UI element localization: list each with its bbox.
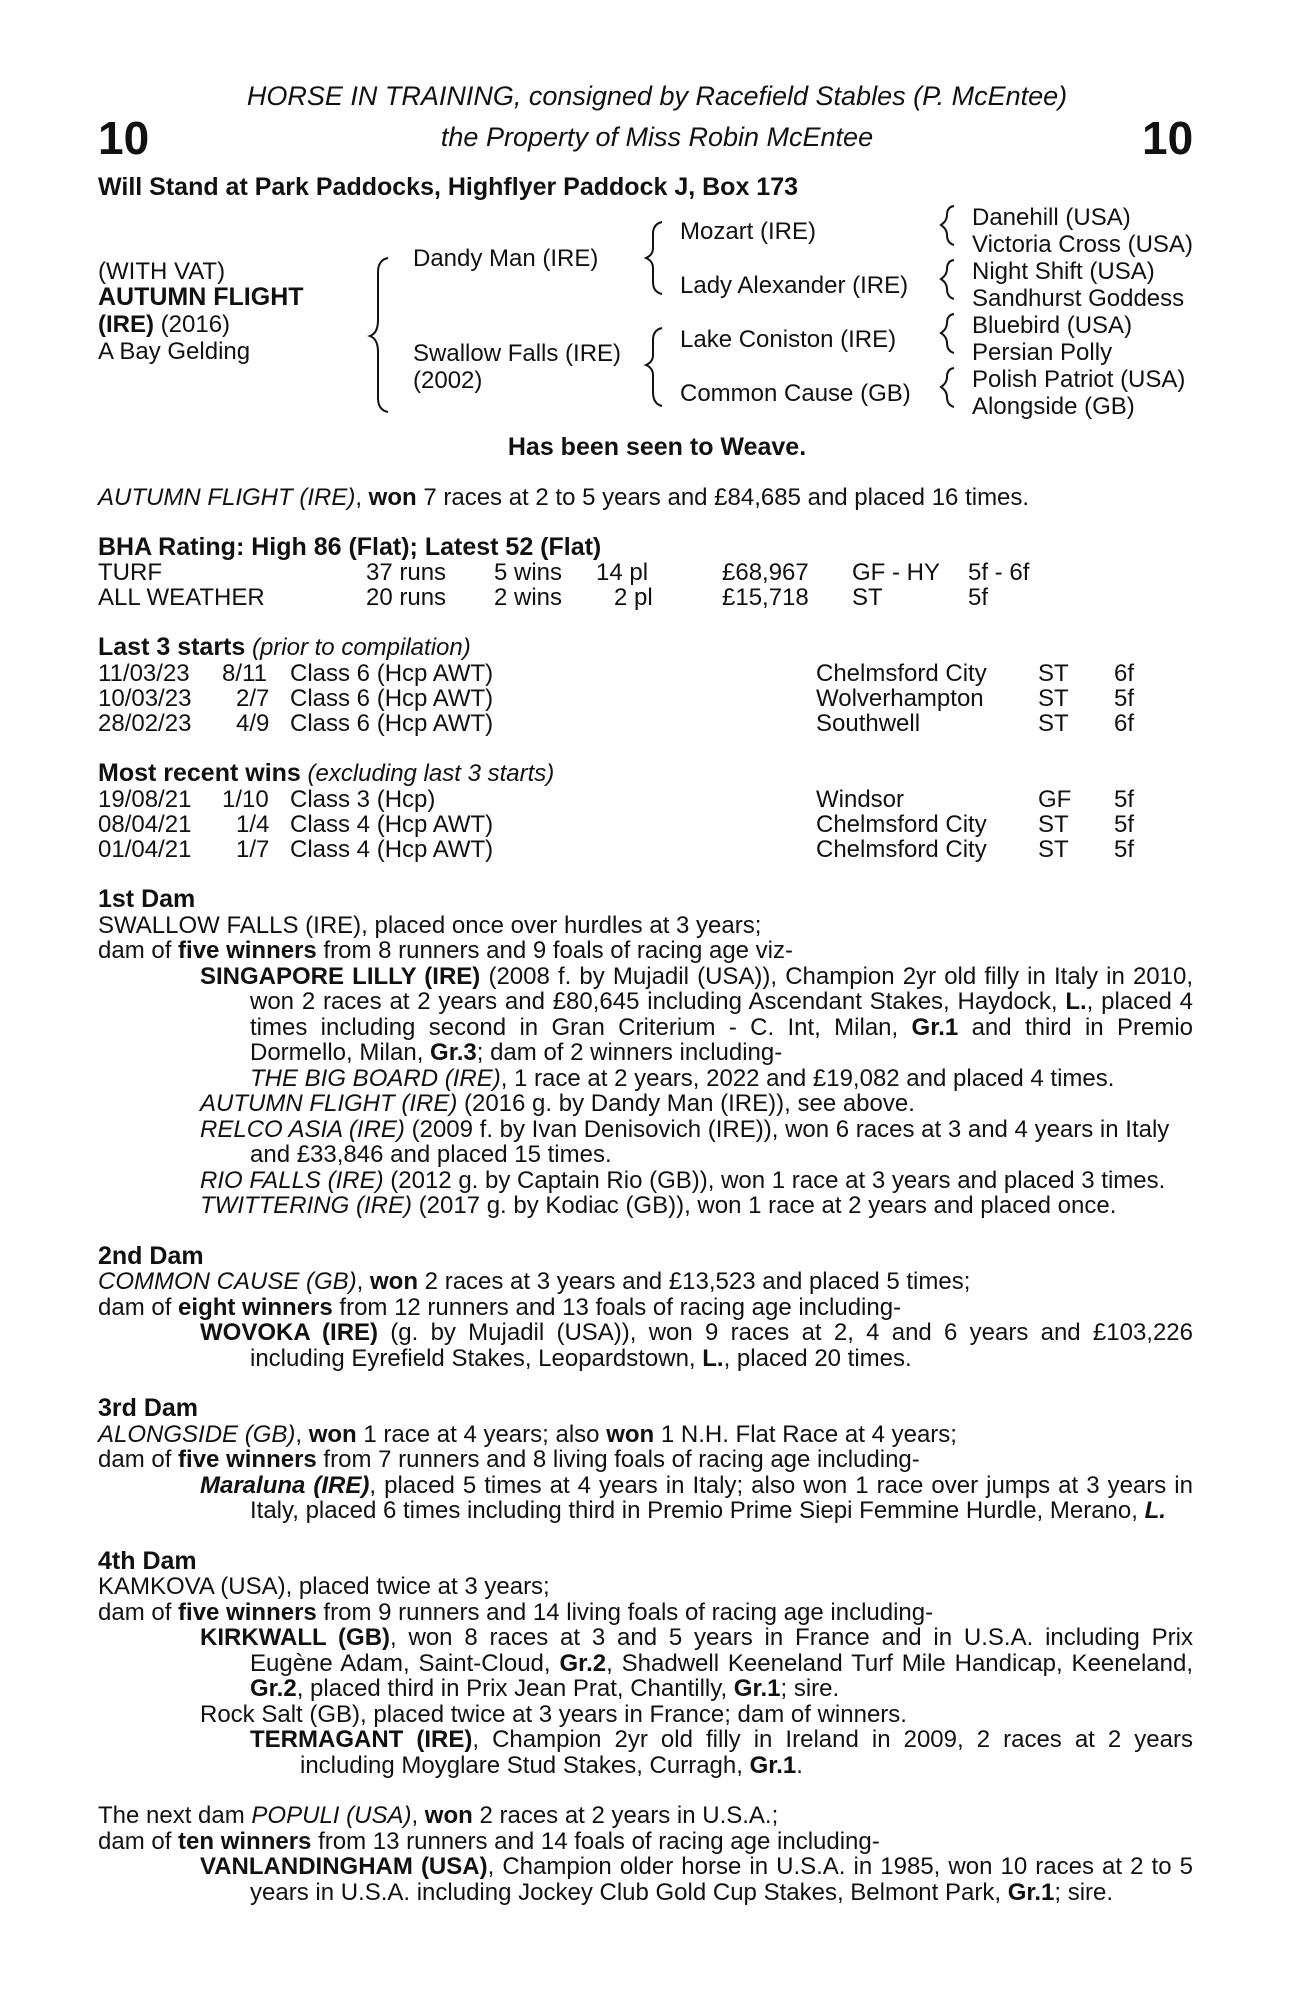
dam5-progeny-1: VANLANDINGHAM (USA), Champion older horse in U.S.A. in 1985, won 10 races at 2 to 5 years in U.S.A. including Jockey Club Gold Cup Stakes, Belmont Park, Gr.1; sire. <box>200 1853 1193 1906</box>
vat-label: (WITH VAT) <box>98 258 226 285</box>
summary-won: won <box>368 484 417 511</box>
win-position: 1/10 <box>222 786 269 813</box>
pedigree-sss: Danehill (USA) <box>972 204 1131 231</box>
pedigree-dam-sire: Lake Coniston (IRE) <box>680 326 897 353</box>
win-going: GF <box>1038 786 1072 813</box>
progeny-name: TERMAGANT (IRE) <box>250 1726 473 1753</box>
start-distance: 6f <box>1114 660 1135 687</box>
start-date: 10/03/23 <box>98 685 192 712</box>
win-going: ST <box>1038 811 1069 838</box>
horse-country: (IRE) <box>98 311 154 338</box>
brace-gen2-dam <box>646 328 662 406</box>
progeny-name: TWITTERING (IRE) <box>200 1192 412 1219</box>
progeny-name: KIRKWALL (GB) <box>200 1624 391 1651</box>
win-date: 08/04/21 <box>98 811 192 838</box>
temperament-note: Has been seen to Weave. <box>507 433 807 461</box>
pedigree-sire: Dandy Man (IRE) <box>413 245 599 272</box>
horse-name: AUTUMN FLIGHT <box>98 283 304 311</box>
consignor-line: HORSE IN TRAINING, consigned by Racefield Stables (P. McEntee) <box>246 81 1068 111</box>
pedigree-dam: Swallow Falls (IRE) <box>413 340 622 367</box>
win-race-class: Class 3 (Hcp) <box>290 786 436 813</box>
win-distance: 5f <box>1114 786 1135 813</box>
property-line: the Property of Miss Robin McEntee <box>440 122 874 152</box>
dam4-progeny-2-offspring: TERMAGANT (IRE), Champion 2yr old filly in Ireland in 2009, 2 races at 2 years including Moyglare Stud Stakes, Curragh, Gr.1. <box>250 1726 1193 1779</box>
rating-prize-money: £68,967 <box>722 559 809 586</box>
start-distance: 6f <box>1114 710 1135 737</box>
win-date: 01/04/21 <box>98 836 192 863</box>
start-course: Chelmsford City <box>816 660 987 687</box>
start-position: 2/7 <box>236 685 270 712</box>
horse-year: (2016) <box>154 311 231 338</box>
dam1-line2: dam of five winners from 8 runners and 9 foals of racing age viz- <box>98 937 794 964</box>
progeny-name: RELCO ASIA (IRE) <box>200 1115 405 1143</box>
bha-rating: BHA Rating: High 86 (Flat); Latest 52 (Flat) <box>98 533 602 561</box>
dam1-progeny-1-offspring: THE BIG BOARD (IRE), 1 race at 2 years, 2022 and £19,082 and placed 4 times. <box>250 1064 1115 1092</box>
progeny-name: SINGAPORE LILLY (IRE) <box>200 962 481 990</box>
progeny-name: Maraluna (IRE) <box>200 1471 370 1499</box>
start-course: Southwell <box>816 710 921 737</box>
dam3-title: 3rd Dam <box>98 1394 199 1422</box>
rating-wins: 2 wins <box>494 584 563 611</box>
progeny-name: AUTUMN FLIGHT (IRE) <box>200 1090 458 1117</box>
start-going: ST <box>1038 710 1069 737</box>
rating-runs: 20 runs <box>366 584 447 611</box>
brace-gen2-sire <box>646 222 662 294</box>
dam2-line2: dam of eight winners from 12 runners and 13 foals of racing age including- <box>98 1293 902 1321</box>
start-going: ST <box>1038 685 1069 712</box>
rating-wins: 5 wins <box>494 559 563 586</box>
dam2-line1: COMMON CAUSE (GB), won 2 races at 3 years and £13,523 and placed 5 times; <box>98 1268 971 1295</box>
dam2-title: 2nd Dam <box>98 1241 204 1270</box>
last-starts-subtitle: (prior to compilation) <box>245 634 471 661</box>
last-starts-heading <box>98 635 471 661</box>
dam2-progeny-1: WOVOKA (IRE) (g. by Mujadil (USA)), won 9 races at 2, 4 and 6 years and £103,226 including Eyrefield Stakes, Leopardstown, L., placed 20 times. <box>200 1319 1193 1372</box>
pedigree-dam-dam: Common Cause (GB) <box>680 380 911 407</box>
progeny-name: WOVOKA (IRE) <box>200 1319 379 1346</box>
summary-text: 7 races at 2 to 5 years and £84,685 and placed 16 times. <box>416 484 1030 511</box>
brace-gen3-c <box>941 314 954 353</box>
pedigree-dds: Polish Patriot (USA) <box>972 366 1186 393</box>
dam1-progeny-4: RIO FALLS (IRE) (2012 g. by Captain Rio (GB)), won 1 race at 3 years and placed 3 times. <box>200 1166 1166 1194</box>
dam3-line1: ALONGSIDE (GB), won 1 race at 4 years; also won 1 N.H. Flat Race at 4 years; <box>98 1420 957 1448</box>
start-race-class: Class 6 (Hcp AWT) <box>290 710 494 737</box>
dam3-line2: dam of five winners from 7 runners and 8 living foals of racing age including- <box>98 1446 920 1473</box>
progeny-name: RIO FALLS (IRE) <box>200 1166 384 1194</box>
dam4-title: 4th Dam <box>98 1546 197 1575</box>
rating-surface: TURF <box>98 559 162 586</box>
stand-location: Will Stand at Park Paddocks, Highflyer Paddock J, Box 173 <box>98 173 798 201</box>
dam4-progeny-1: KIRKWALL (GB), won 8 races at 3 and 5 years in France and in U.S.A. including Prix Eugène Adam, Saint-Cloud, Gr.2, Shadwell Keeneland Turf Mile Handicap, Keeneland, Gr.2, placed third in Prix Jean Prat, Chantilly, Gr.1; sire. <box>200 1624 1193 1702</box>
lot-number-left: 10 <box>98 112 150 164</box>
win-course: Chelmsford City <box>816 836 987 863</box>
start-date: 28/02/23 <box>98 710 192 737</box>
start-course: Wolverhampton <box>816 685 984 712</box>
pedigree-dss: Bluebird (USA) <box>972 312 1133 339</box>
dam3-progeny-1: Maraluna (IRE), placed 5 times at 4 years in Italy; also won 1 race over jumps at 3 years in Italy, placed 6 times including third in Premio Prime Siepi Femmine Hurdle, Merano, L. <box>200 1471 1193 1524</box>
win-position: 1/4 <box>236 811 270 838</box>
rating-surface: ALL WEATHER <box>98 584 265 611</box>
brace-gen1 <box>370 258 388 412</box>
win-course: Chelmsford City <box>816 811 987 838</box>
pedigree-sdd: Sandhurst Goddess <box>972 285 1185 312</box>
start-position: 8/11 <box>222 660 267 687</box>
rating-runs: 37 runs <box>366 559 447 586</box>
rating-distance: 5f - 6f <box>968 559 1030 586</box>
pedigree-dsd: Persian Polly <box>972 339 1113 366</box>
rating-prize-money: £15,718 <box>722 584 809 611</box>
win-date: 19/08/21 <box>98 786 192 813</box>
summary-horse-name: AUTUMN FLIGHT (IRE) <box>98 484 356 511</box>
dam4-progeny-2: Rock Salt (GB), placed twice at 3 years in France; dam of winners. <box>200 1700 907 1728</box>
dam4-line2: dam of five winners from 9 runners and 14 living foals of racing age including- <box>98 1598 934 1626</box>
start-race-class: Class 6 (Hcp AWT) <box>290 685 494 712</box>
start-date: 11/03/23 <box>98 660 190 687</box>
dam1-line1: SWALLOW FALLS (IRE), placed once over hurdles at 3 years; <box>98 911 762 939</box>
win-going: ST <box>1038 836 1069 863</box>
recent-wins-heading <box>98 761 554 787</box>
win-race-class: Class 4 (Hcp AWT) <box>290 836 494 863</box>
lot-number-right: 10 <box>1142 112 1194 164</box>
dam-sections <box>98 887 1193 1905</box>
pedigree-ssd: Victoria Cross (USA) <box>972 231 1193 258</box>
pedigree-dam-year: (2002) <box>413 367 483 394</box>
dam1-progeny-3: RELCO ASIA (IRE) (2009 f. by Ivan Denisovich (IRE)), won 6 races at 3 and 4 years in Italy and £33,846 and placed 15 times. <box>200 1115 1170 1168</box>
start-distance: 5f <box>1114 685 1135 712</box>
win-course: Windsor <box>816 786 905 813</box>
pedigree-sire-sire: Mozart (IRE) <box>680 218 817 245</box>
recent-wins-title: Most recent wins <box>98 759 301 787</box>
dam1-title: 1st Dam <box>98 885 196 913</box>
rating-going: GF - HY <box>852 559 940 586</box>
brace-gen3-b <box>941 260 954 299</box>
rating-placed: 2 pl <box>614 584 653 611</box>
horse-description: A Bay Gelding <box>98 338 251 365</box>
win-distance: 5f <box>1114 836 1135 863</box>
pedigree-sds: Night Shift (USA) <box>972 258 1155 285</box>
start-position: 4/9 <box>236 710 270 737</box>
brace-gen3-d <box>941 368 954 407</box>
dam1-progeny-2: AUTUMN FLIGHT (IRE) (2016 g. by Dandy Man (IRE)), see above. <box>200 1090 915 1117</box>
rating-distance: 5f <box>968 584 989 611</box>
dam5-line2: dam of ten winners from 13 runners and 14 foals of racing age including- <box>98 1827 880 1855</box>
dam1-progeny-5: TWITTERING (IRE) (2017 g. by Kodiac (GB)), won 1 race at 2 years and placed once. <box>200 1192 1117 1219</box>
pedigree-sire-dam: Lady Alexander (IRE) <box>680 272 909 299</box>
dam4-line1: KAMKOVA (USA), placed twice at 3 years; <box>98 1573 550 1600</box>
dam5-line1: The next dam POPULI (USA), won 2 races at 2 years in U.S.A.; <box>98 1802 779 1829</box>
recent-wins-subtitle: (excluding last 3 starts) <box>300 760 555 787</box>
last-starts-title: Last 3 starts <box>98 633 246 661</box>
progeny-name: THE BIG BOARD (IRE) <box>250 1064 501 1092</box>
start-going: ST <box>1038 660 1069 687</box>
start-race-class: Class 6 (Hcp AWT) <box>290 660 494 687</box>
win-distance: 5f <box>1114 811 1135 838</box>
rating-going: ST <box>852 584 883 611</box>
pedigree-ddd: Alongside (GB) <box>972 393 1135 420</box>
brace-gen3-a <box>941 206 954 245</box>
race-summary: AUTUMN FLIGHT (IRE), won 7 races at 2 to 5 years and £84,685 and placed 16 times. <box>98 484 1030 511</box>
rating-placed: 14 pl <box>596 559 649 586</box>
dam1-progeny-1: SINGAPORE LILLY (IRE) (2008 f. by Mujadil (USA)), Champion 2yr old filly in Italy in 2010, won 2 races at 2 years and £80,645 including Ascendant Stakes, Haydock, L., placed 4 times including second in Gran Criterium - C. Int, Milan, Gr.1 and third in Premio Dormello, Milan, Gr.3; dam of 2 winners including- <box>200 962 1193 1066</box>
win-race-class: Class 4 (Hcp AWT) <box>290 811 494 838</box>
win-position: 1/7 <box>236 836 270 863</box>
progeny-name: VANLANDINGHAM (USA) <box>200 1853 488 1880</box>
